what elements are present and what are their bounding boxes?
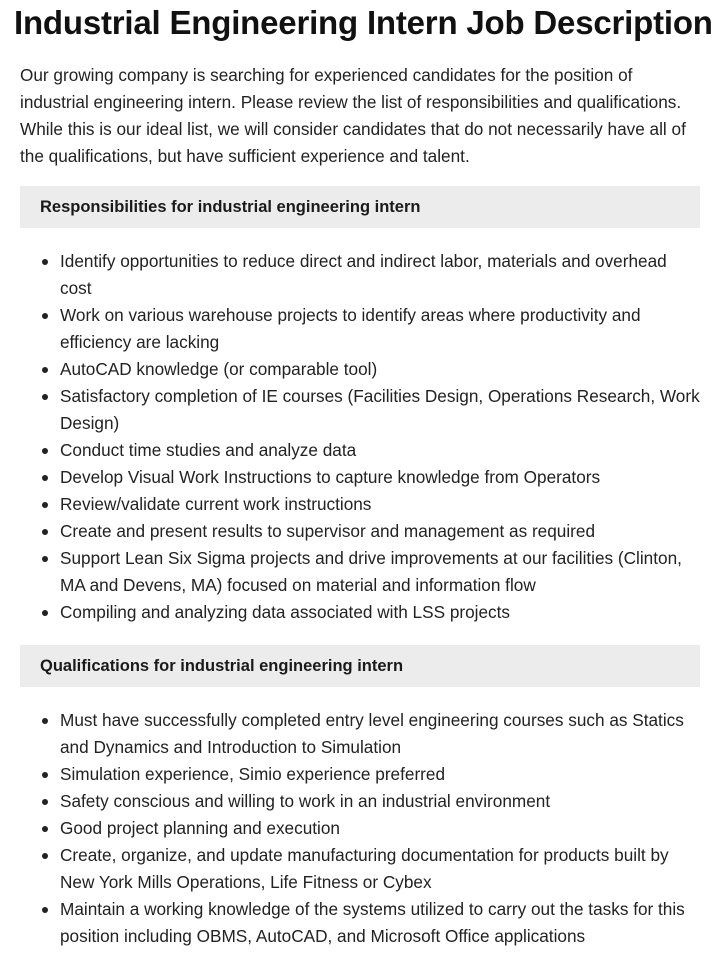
bullet-icon <box>42 313 48 319</box>
bullet-icon <box>42 367 48 373</box>
list-item <box>20 707 700 761</box>
bullet-icon <box>42 529 48 535</box>
list-item-text: Create and present results to supervisor and management as required <box>60 521 596 541</box>
list-item-text: Simulation experience, Simio experience preferred <box>60 764 446 784</box>
list-item-text: Safety conscious and willing to work in an industrial environment <box>60 791 551 811</box>
bullet-icon <box>42 502 48 508</box>
responsibilities-heading: Responsibilities for industrial engineering intern <box>20 186 700 228</box>
list-item-text: Must have successfully completed entry level engineering courses such as Statics and Dynamics and Introduction to Simulation <box>60 710 684 757</box>
list-item-text: Review/validate current work instructions <box>60 494 372 514</box>
bullet-icon <box>42 394 48 400</box>
list-item <box>20 788 700 815</box>
bullet-icon <box>42 907 48 913</box>
bullet-icon <box>42 610 48 616</box>
list-item <box>20 464 700 491</box>
list-item <box>20 302 700 356</box>
list-item-text: Develop Visual Work Instructions to capture knowledge from Operators <box>60 467 601 487</box>
list-item <box>20 518 700 545</box>
bullet-icon <box>42 853 48 859</box>
list-item-text: Compiling and analyzing data associated with LSS projects <box>60 602 510 622</box>
list-item-text: Good project planning and execution <box>60 818 340 838</box>
list-item-text: Satisfactory completion of IE courses (Facilities Design, Operations Research, Work Design) <box>60 386 700 433</box>
qualifications-heading: Qualifications for industrial engineering intern <box>20 645 700 687</box>
list-item-text: Support Lean Six Sigma projects and drive improvements at our facilities (Clinton, MA and Devens, MA) focused on material and information flow <box>60 548 682 595</box>
bullet-icon <box>42 556 48 562</box>
list-item <box>20 437 700 464</box>
list-item-text: AutoCAD knowledge (or comparable tool) <box>60 359 378 379</box>
list-item <box>20 599 700 626</box>
list-item <box>20 896 700 950</box>
page-title: Industrial Engineering Intern Job Description <box>14 4 713 41</box>
list-item-text: Work on various warehouse projects to identify areas where productivity and efficiency are lacking <box>60 305 641 352</box>
list-item <box>20 815 700 842</box>
list-item <box>20 491 700 518</box>
list-item <box>20 383 700 437</box>
list-item-text: Identify opportunities to reduce direct and indirect labor, materials and overhead cost <box>60 251 667 298</box>
list-item <box>20 545 700 599</box>
list-item <box>20 248 700 302</box>
responsibilities-list <box>20 248 700 626</box>
bullet-icon <box>42 448 48 454</box>
bullet-icon <box>42 799 48 805</box>
list-item <box>20 842 700 896</box>
list-item-text: Create, organize, and update manufacturing documentation for products built by New York Mills Operations, Life Fitness or Cybex <box>60 845 669 892</box>
bullet-icon <box>42 772 48 778</box>
list-item <box>20 761 700 788</box>
list-item <box>20 356 700 383</box>
bullet-icon <box>42 826 48 832</box>
list-item-text: Conduct time studies and analyze data <box>60 440 357 460</box>
intro-paragraph: Our growing company is searching for experienced candidates for the position of industrial engineering intern. Please review the list of responsibilities and qualifications. While this is our ideal list, we will consider candidates that do not necessarily have all of the qualifications, but have sufficient experience and talent. <box>20 65 686 166</box>
bullet-icon <box>42 259 48 265</box>
bullet-icon <box>42 475 48 481</box>
list-item-text: Maintain a working knowledge of the systems utilized to carry out the tasks for this position including OBMS, AutoCAD, and Microsoft Office applications <box>60 899 685 946</box>
bullet-icon <box>42 718 48 724</box>
qualifications-list <box>20 707 700 950</box>
